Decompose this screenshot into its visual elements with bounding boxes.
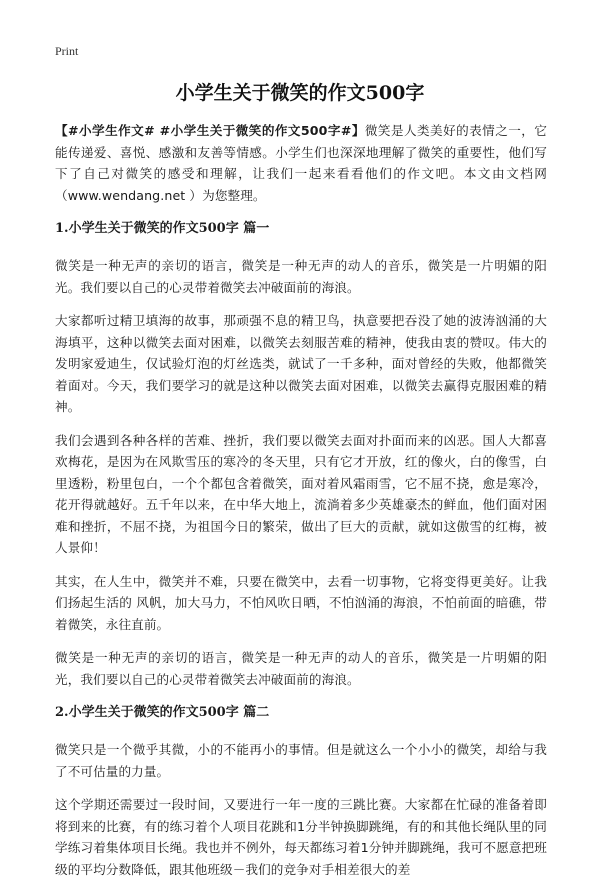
intro-tag: 【#小学生作文# #小学生关于微笑的作文500字#】 bbox=[55, 123, 365, 138]
section-1-paragraph-1: 微笑是一种无声的亲切的语言，微笑是一种无声的动人的音乐，微笑是一片明媚的阳光。我们要以自己的心灵带着微笑去冲破面前的海浪。 bbox=[55, 258, 547, 295]
section-1-paragraph-2: 大家都听过精卫填海的故事，那顽强不息的精卫鸟，执意要把吞没了她的波涛汹涌的大海填平，这种以微笑去面对困难，以微笑去刻服苦难的精神，使我由衷的赞叹。伟大的发明家爱迪生，仅试验灯泡的灯丝选类，就试了一千多种，面对曾经的失败，他都微笑着面对。今天，我们要学习的就是这种以微笑去面对困难，以微笑去赢得克服困难的精神。 bbox=[55, 313, 547, 414]
print-label[interactable]: Print bbox=[55, 44, 79, 58]
section-1-paragraph-4: 其实，在人生中，微笑并不难，只要在微笑中，去看一切事物，它将变得更美好。让我们扬起生活的 风帆，加大马力，不怕风吹日晒，不怕汹涌的海浪，不怕前面的暗礁，带着微笑，永往直前。 bbox=[55, 573, 547, 632]
section-2-paragraph-2: 这个学期还需要过一段时间，又要进行一年一度的三跳比赛。大家都在忙碌的准备着即将到来的比赛，有的练习着个人项目花跳和1分半钟换脚跳绳，有的和其他长绳队里的同学练习着集体项目长绳。我也并不例外，每天都练习着1分钟并脚跳绳，我可不愿意把班级的平均分数降低，跟其他班级－我们的竞争对手相差很大的差 bbox=[55, 797, 547, 877]
section-1-paragraph-5: 微笑是一种无声的亲切的语言，微笑是一种无声的动人的音乐，微笑是一片明媚的阳光，我们要以自己的心灵带着微笑去冲破面前的海浪。 bbox=[55, 650, 547, 687]
section-heading-1: 1.小学生关于微笑的作文500字 篇一 bbox=[55, 221, 270, 236]
section-heading-2: 2.小学生关于微笑的作文500字 篇二 bbox=[55, 705, 270, 720]
page-title: 小学生关于微笑的作文500字 bbox=[175, 82, 425, 104]
intro-paragraph bbox=[55, 120, 547, 206]
intro-text: 微笑是人类美好的表情之一，它能传递爱、喜悦、感激和友善等情感。小学生们也深深地理解了微笑的重要性，他们写下了自己对微笑的感受和理解，让我们一起来看看他们的作文吧。本文由文档网（www.wendang.net ）为您整理。 bbox=[55, 123, 547, 203]
section-1-paragraph-3: 我们会遇到各种各样的苦难、挫折，我们要以微笑去面对扑面而来的凶恶。国人大都喜欢梅花，是因为在风欺雪压的寒冷的冬天里，只有它才开放，红的像火，白的像雪，白里透粉，粉里包白，一个个都包含着微笑，面对着风霜雨雪，它不屈不挠，愈是寒冷，花开得就越好。五千年以来，在中华大地上，流淌着多少英雄豪杰的鲜血，他们面对困难和挫折，不屈不挠，为祖国今日的繁荣，做出了巨大的贡献，就如这傲雪的红梅，被人景仰！ bbox=[55, 432, 547, 555]
section-2-paragraph-1: 微笑只是一个微乎其微，小的不能再小的事情。但是就这么一个小小的微笑，却给与我了不可估量的力量。 bbox=[55, 742, 547, 779]
article-body bbox=[55, 120, 547, 892]
